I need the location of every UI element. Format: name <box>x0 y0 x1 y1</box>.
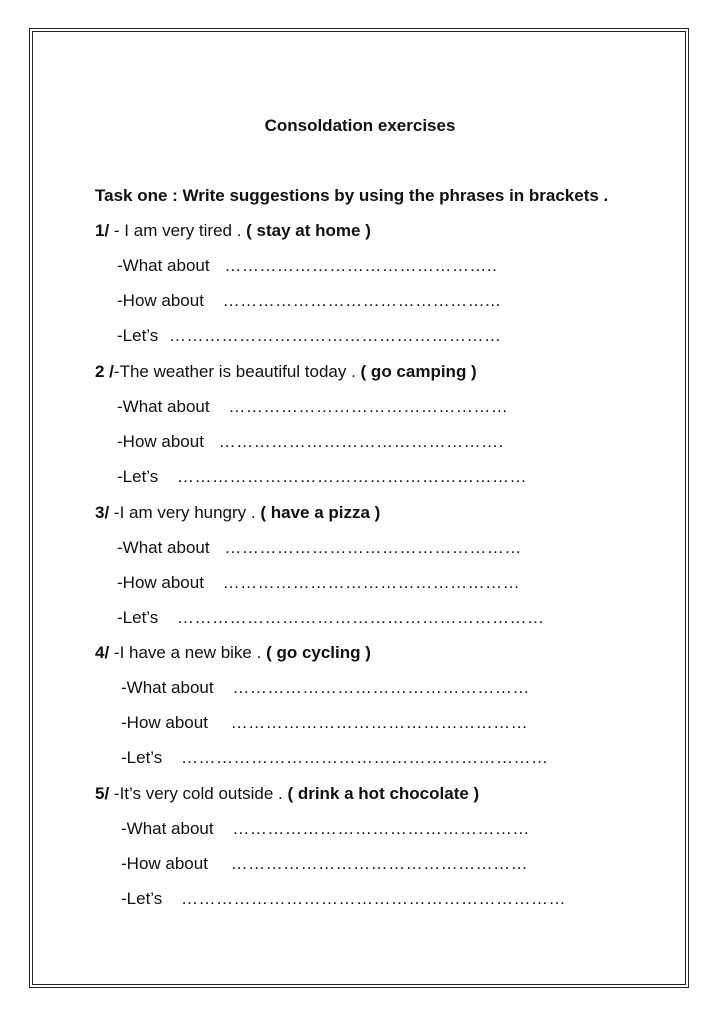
answer-blank[interactable]: …………………………………………. <box>218 432 504 451</box>
answer-label: -How about <box>117 291 204 310</box>
answer-blank[interactable]: ………………………………………………… <box>169 326 502 345</box>
task-instruction: Task one : Write suggestions by using the phrases in brackets . <box>95 186 609 205</box>
answer-line <box>121 678 530 698</box>
answer-line <box>117 326 502 346</box>
answer-line <box>117 608 545 628</box>
answer-blank[interactable]: ……………………………………….. <box>224 256 498 275</box>
answer-line <box>121 889 566 909</box>
page-title: Consoldation exercises <box>264 116 456 135</box>
exercise-1-prompt <box>95 221 371 241</box>
answer-label: -What about <box>121 678 214 697</box>
exercise-sentence: -I have a new bike . <box>109 643 267 662</box>
answer-label: -How about <box>117 432 204 451</box>
answer-label: -How about <box>121 854 208 873</box>
exercise-sentence: - I am very tired . <box>109 221 247 240</box>
answer-line <box>121 854 528 874</box>
answer-blank[interactable]: ……………………………………………………… <box>181 748 549 767</box>
exercise-phrase: ( stay at home ) <box>246 221 371 240</box>
answer-line <box>117 256 497 276</box>
answer-blank[interactable]: ………………………………………………………… <box>181 889 566 908</box>
answer-blank[interactable]: ……………………………………………………… <box>177 608 545 627</box>
exercise-sentence: -I am very hungry . <box>109 503 261 522</box>
exercise-4-prompt <box>95 643 371 663</box>
answer-label: -Let’s <box>117 326 159 345</box>
answer-label: -What about <box>117 538 210 557</box>
exercise-3-prompt <box>95 503 380 523</box>
exercise-phrase: ( have a pizza ) <box>260 503 381 522</box>
answer-line <box>121 748 549 768</box>
exercise-phrase: ( drink a hot chocolate ) <box>287 784 480 803</box>
answer-line <box>117 538 522 558</box>
answer-line <box>117 573 520 593</box>
answer-line <box>117 397 508 417</box>
answer-blank[interactable]: …………………………………………… <box>224 538 522 557</box>
answer-blank[interactable]: ………………………………………… <box>228 397 509 416</box>
answer-blank[interactable]: …………………………………………………… <box>177 467 527 486</box>
answer-blank[interactable]: …………………………………………… <box>222 573 521 592</box>
answer-line <box>117 432 504 452</box>
answer-line <box>117 291 501 311</box>
exercise-number: 2 / <box>95 362 114 381</box>
answer-label: -How about <box>117 573 204 592</box>
answer-label: -What about <box>121 819 214 838</box>
exercise-number: 4/ <box>95 643 110 662</box>
exercise-phrase: ( go camping ) <box>360 362 477 381</box>
answer-blank[interactable]: ………………………………………... <box>222 291 501 310</box>
answer-blank[interactable]: …………………………………………… <box>230 713 529 732</box>
answer-blank[interactable]: …………………………………………… <box>232 678 530 697</box>
answer-line <box>121 713 528 733</box>
answer-label: -How about <box>121 713 208 732</box>
exercise-number: 3/ <box>95 503 110 522</box>
answer-label: -What about <box>117 397 210 416</box>
answer-label: -Let’s <box>121 889 163 908</box>
answer-label: -Let’s <box>117 467 159 486</box>
answer-line <box>121 819 530 839</box>
exercise-sentence: -It’s very cold outside . <box>109 784 288 803</box>
exercise-sentence: -The weather is beautiful today . <box>113 362 361 381</box>
answer-line <box>117 467 527 487</box>
answer-label: -What about <box>117 256 210 275</box>
answer-blank[interactable]: …………………………………………… <box>232 819 530 838</box>
exercise-phrase: ( go cycling ) <box>266 643 371 662</box>
answer-blank[interactable]: …………………………………………… <box>230 854 529 873</box>
exercise-2-prompt <box>95 362 477 382</box>
answer-label: -Let’s <box>117 608 159 627</box>
answer-label: -Let’s <box>121 748 163 767</box>
exercise-5-prompt <box>95 784 479 804</box>
exercise-number: 5/ <box>95 784 110 803</box>
exercise-number: 1/ <box>95 221 110 240</box>
